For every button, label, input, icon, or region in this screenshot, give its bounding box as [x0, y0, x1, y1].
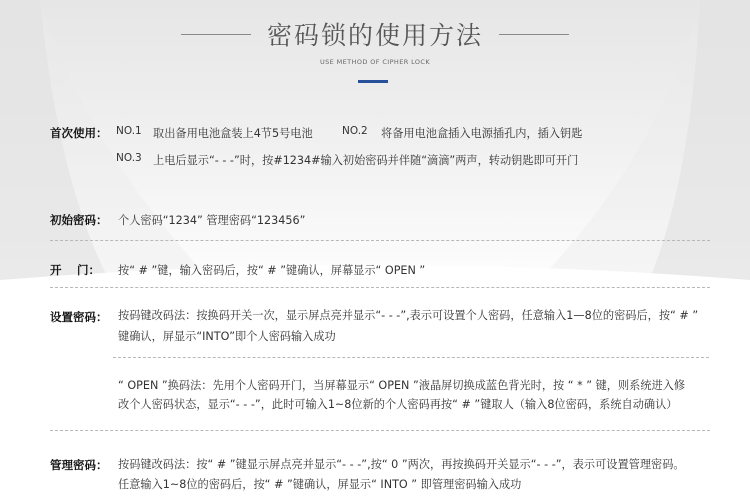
admin-password-label: 管理密码：: [50, 458, 108, 472]
set-password-label: 设置密码：: [50, 310, 108, 324]
title-dash-left: [181, 34, 251, 35]
title-dash-right: [499, 34, 569, 35]
separator-4: [50, 430, 710, 431]
accent-bar: [358, 80, 388, 83]
page-title: 密码锁的使用方法: [266, 21, 483, 50]
step-2-text: 将备用电池盒插入电源插孔内，插入钥匙: [381, 127, 583, 140]
set-password-method2-line2: 改个人密码状态，显示“- - -”，此时可输入1~8位新的个人密码再按“ # ”键取人（输入8位密码，系统自动确认）: [118, 398, 678, 411]
initial-password-text: 个人密码“1234” 管理密码“123456”: [118, 214, 306, 227]
step-2-number: NO.2: [342, 125, 368, 137]
step-3-number: NO.3: [116, 152, 142, 164]
set-password-method1-line2: 键确认，屏显示“INTO”即个人密码输入成功: [118, 330, 336, 343]
open-door-label: 开 门：: [50, 263, 101, 277]
step-1-number: NO.1: [116, 125, 142, 137]
separator-2: [50, 287, 710, 288]
set-password-method2-line1: “ OPEN ”换码法：先用个人密码开门，当屏幕显示“ OPEN ”液晶屏切换成蓝色背光时，按 “ * ” 键，则系统进入修: [118, 379, 686, 392]
admin-password-line2: 任意输入1~8位的密码后，按“ # ”键确认，屏显示“ INTO ” 即管理密码输入成功: [118, 478, 522, 491]
open-door-text: 按“ # ”键，输入密码后，按“ # ”键确认，屏幕显示“ OPEN ”: [118, 264, 426, 277]
separator-1: [50, 240, 710, 241]
initial-password-label: 初始密码：: [50, 213, 108, 227]
admin-password-line1: 按码键改码法：按“ # ”键显示屏点亮并显示“- - -”,按“ 0 ”两次，再按换码开关显示“- - -”，表示可设置管理密码。: [118, 458, 685, 471]
set-password-method1-line1: 按码键改码法：按换码开关一次，显示屏点亮并显示“- - -”,表示可设置个人密码，任意输入1—8位的密码后，按“ # ”: [118, 309, 699, 322]
title-row: [0, 14, 750, 54]
page-subtitle: USE METHOD OF CIPHER LOCK: [320, 58, 430, 66]
step-1-text: 取出备用电池盒装上4节5号电池: [153, 127, 313, 140]
first-use-label: 首次使用：: [50, 126, 108, 140]
step-3-text: 上电后显示“- - -”时，按#1234#输入初始密码并伴随“滴滴”两声，转动钥匙即可开门: [153, 154, 579, 167]
separator-3: [113, 357, 709, 358]
